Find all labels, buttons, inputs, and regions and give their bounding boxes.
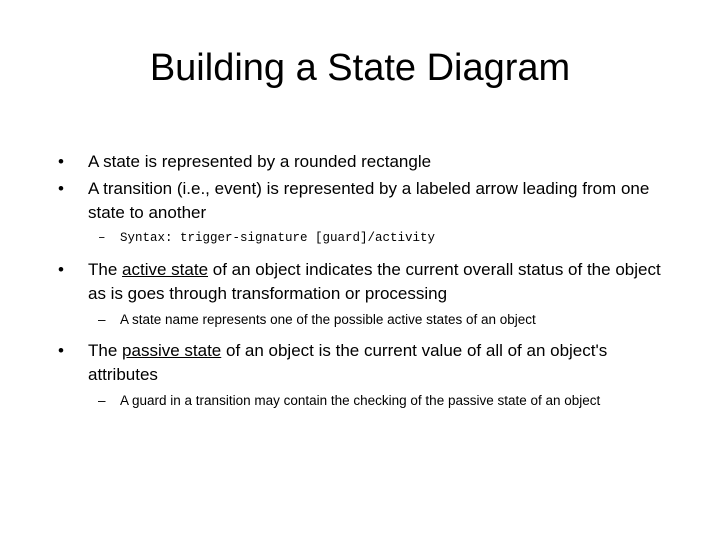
passive-state-term: passive state [122,341,222,360]
bullet-active-state [58,258,678,306]
bullet-text: A state is represented by a rounded rectangle [88,152,432,171]
bullet-state-rectangle [58,150,678,174]
active-state-term: active state [122,260,209,279]
dash-marker: – [98,231,106,245]
sub-bullet-state-name [58,310,678,329]
bullet-passive-state [58,339,678,387]
sub-bullet-text: A guard in a transition may contain the checking of the passive state of an object [120,393,601,408]
slide-title: Building a State Diagram [149,47,571,89]
sub-bullet-guard [58,391,678,410]
bullet-text: A transition (i.e., event) is represented by a labeled arrow leading from one state to another [88,179,650,222]
bullet-marker: • [58,152,64,171]
sub-bullet-text: A state name represents one of the possible active states of an object [120,312,536,327]
slide-body [58,150,678,420]
bullet-text-suffix: of an object is the current value of all of an object's attributes [88,341,608,384]
bullet-text-suffix: of an object indicates the current overall status of the object as is goes through transformation or processing [88,260,661,303]
dash-marker: – [98,312,106,327]
bullet-text-prefix: The [88,260,123,279]
dash-marker: – [98,393,106,408]
bullet-marker: • [58,341,64,360]
sub-bullet-text: Syntax: trigger-signature [guard]/activity [120,231,436,245]
bullet-transition [58,177,678,225]
bullet-text-prefix: The [88,341,123,360]
sub-bullet-syntax [58,229,678,248]
bullet-marker: • [58,260,64,279]
bullet-marker: • [58,179,64,198]
